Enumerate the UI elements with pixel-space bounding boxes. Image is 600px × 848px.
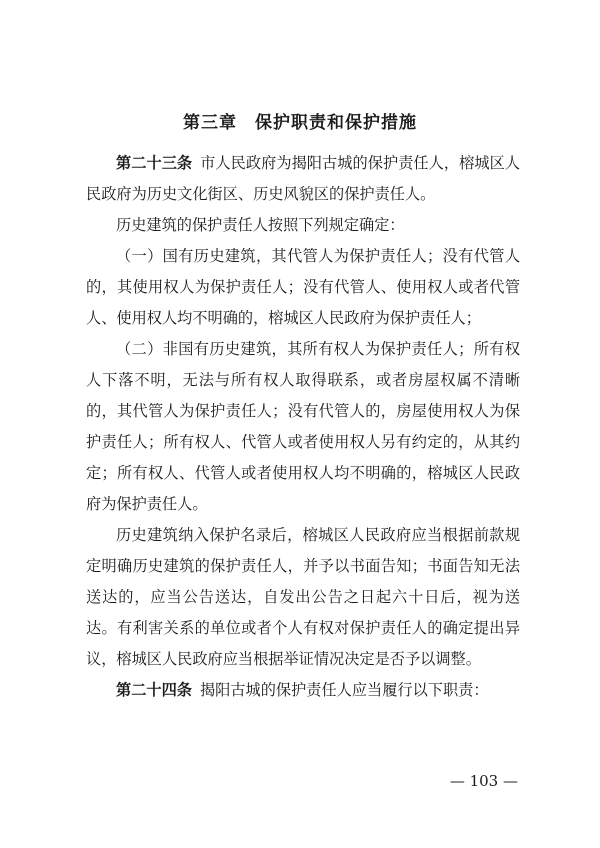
paragraph-text: 市人民政府为揭阳古城的保护责任人，榕城区人民政府为历史文化街区、历史风貌区的保护责任人。	[86, 154, 521, 203]
paragraph-article-23	[86, 148, 520, 210]
paragraph-notification	[86, 520, 520, 675]
paragraph-article-24	[86, 675, 520, 706]
paragraph-item-2	[86, 334, 520, 520]
paragraph-text: 揭阳古城的保护责任人应当履行以下职责：	[199, 681, 489, 699]
chapter-title: 第三章 保护职责和保护措施	[183, 113, 417, 133]
paragraph-text: 历史建筑纳入保护名录后，榕城区人民政府应当根据前款规定明确历史建筑的保护责任人，并予以书面告知；书面告知无法送达的，应当公告送达，自发出公告之日起六十日后，视为送达。有利害关系的单位或者个人有权对保护责任人的确定提出异议，榕城区人民政府应当根据举证情况决定是否予以调整。	[86, 526, 520, 668]
paragraph-historic-buildings	[86, 210, 520, 241]
paragraph-item-1	[86, 241, 520, 334]
paragraph-text: （二）非国有历史建筑，其所有权人为保护责任人；所有权人下落不明，无法与所有权人取得联系，或者房屋权属不清晰的，其代管人为保护责任人；没有代管人的，房屋使用权人为保护责任人；所有权人、代管人或者使用权人另有约定的，从其约定；所有权人、代管人或者使用权人均不明确的，榕城区人民政府为保护责任人。	[86, 340, 520, 513]
paragraph-text: （一）国有历史建筑，其代管人为保护责任人；没有代管人的，其使用权人为保护责任人；没有代管人、使用权人或者代管人、使用权人均不明确的，榕城区人民政府为保护责任人；	[86, 247, 520, 327]
article-number: 第二十三条	[116, 154, 193, 172]
body-text	[86, 148, 520, 706]
page-number: — 103 —	[449, 772, 518, 790]
paragraph-text: 历史建筑的保护责任人按照下列规定确定：	[116, 216, 405, 234]
article-number: 第二十四条	[116, 681, 192, 699]
